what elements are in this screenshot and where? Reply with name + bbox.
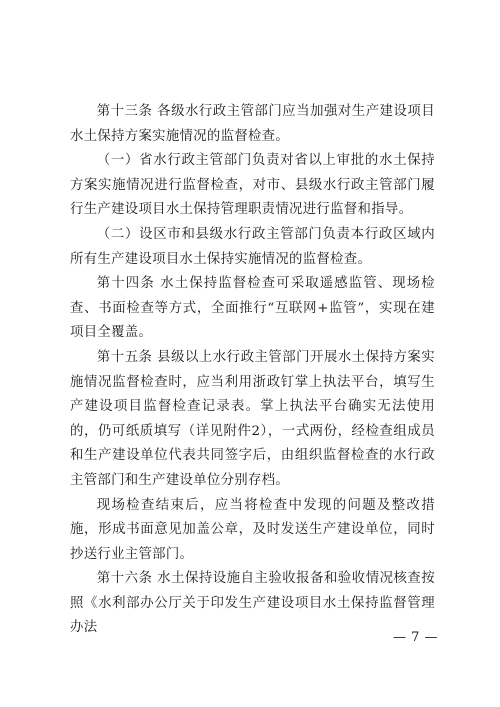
paragraph-site-inspection: 现场检查结束后，应当将检查中发现的问题及整改措施，形成书面意见加盖公章，及时发送生产建设单位，同时抄送行业主管部门。 [70,497,435,562]
document-body [70,100,435,641]
paragraph-article-14: 第十四条 水土保持监督检查可采取遥感监管、现场检查、书面检查等方式，全面推行“互联网+监管”，实现在建项目全覆盖。 [70,276,435,341]
paragraph-article-13: 第十三条 各级水行政主管部门应当加强对生产建设项目水土保持方案实施情况的监督检查。 [70,104,435,144]
paragraph-item-2: （二）设区市和县级水行政主管部门负责本行政区域内所有生产建设项目水土保持实施情况的监督检查。 [70,226,435,267]
page-number: — 7 — [392,630,438,645]
paragraph-article-15: 第十五条 县级以上水行政主管部门开展水土保持方案实施情况监督检查时，应当利用浙政钉掌上执法平台，填写生产建设项目监督检查记录表。掌上执法平台确实无法使用的，仍可纸质填写（详见附件2），一式两份，经检查组成员和生产建设单位代表共同签字后，由组织监督检查的水行政主管部门和生产建设单位分别存档。 [70,349,435,488]
paragraph-article-16: 第十六条 水土保持设施自主验收报备和验收情况核查按照《水利部办公厅关于印发生产建设项目水土保持监督管理办法 [70,571,435,636]
paragraph-item-1: （一）省水行政主管部门负责对省以上审批的水土保持方案实施情况进行监督检查，对市、县级水行政主管部门履行生产建设项目水土保持管理职责情况进行监督和指导。 [70,153,435,218]
